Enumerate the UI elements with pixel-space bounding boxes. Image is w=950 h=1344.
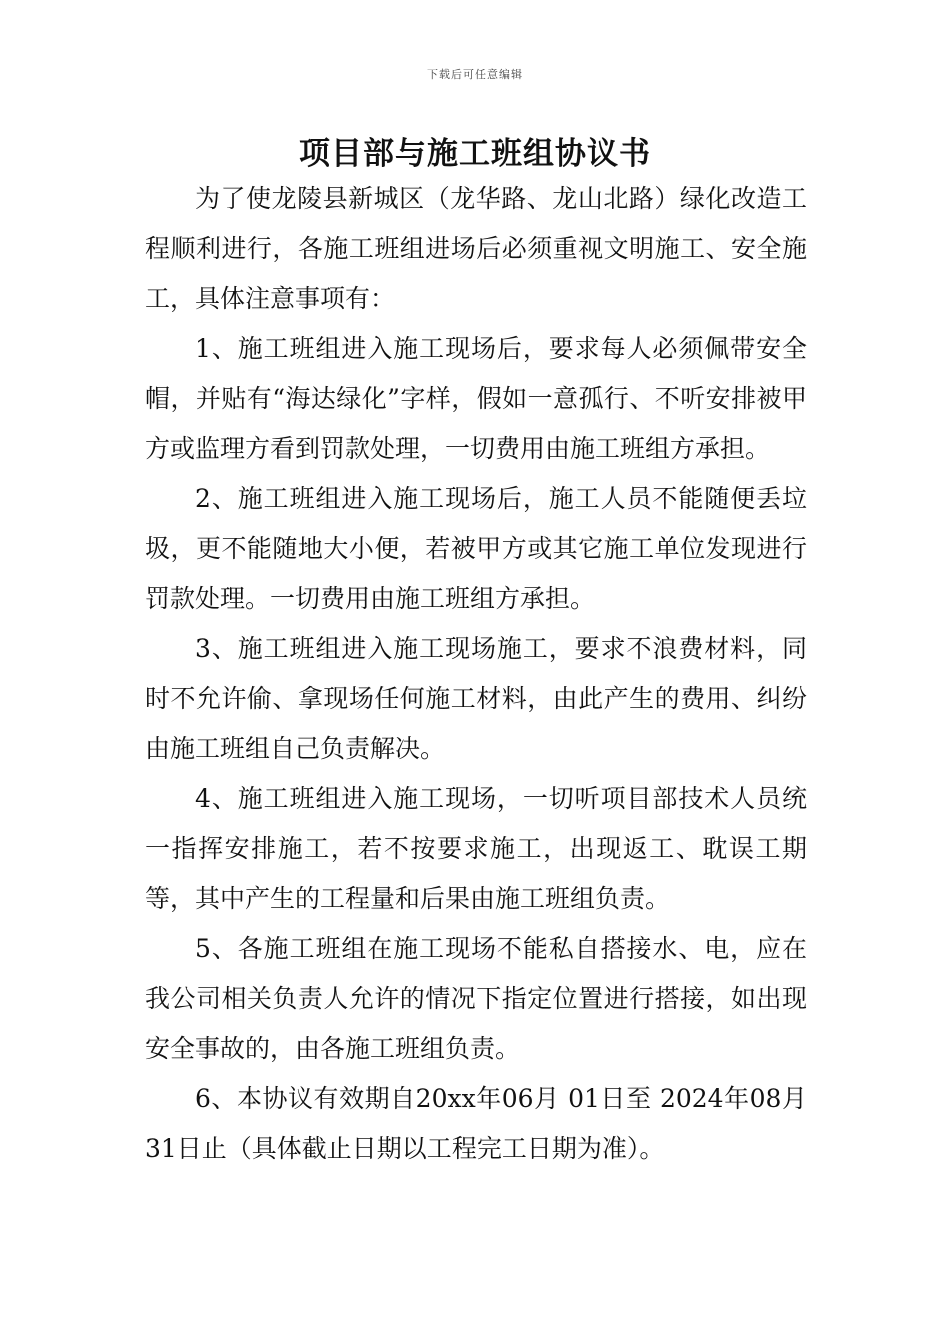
clause-1-paragraph: 1、施工班组进入施工现场后，要求每人必须佩带安全帽，并贴有“海达绿化”字样，假如一意孤行、不听安排被甲方或监理方看到罚款处理，一切费用由施工班组方承担。 <box>145 334 807 463</box>
document-title: 项目部与施工班组协议书 <box>299 136 651 172</box>
clause-4-paragraph: 4、施工班组进入施工现场，一切听项目部技术人员统一指挥安排施工，若不按要求施工，出现返工、耽误工期等，其中产生的工程量和后果由施工班组负责。 <box>145 784 807 913</box>
clause-6-paragraph: 6、本协议有效期自20xx年06月 01日至 2024年08月 31日止（具体截止日期以工程完工日期为准）。 <box>145 1084 807 1163</box>
clause-2-paragraph: 2、施工班组进入施工现场后，施工人员不能随便丢垃圾，更不能随地大小便，若被甲方或其它施工单位发现进行罚款处理。一切费用由施工班组方承担。 <box>145 484 807 613</box>
document-body <box>145 174 807 1174</box>
intro-paragraph: 为了使龙陵县新城区（龙华路、龙山北路）绿化改造工程顺利进行，各施工班组进场后必须重视文明施工、安全施工，具体注意事项有： <box>145 184 807 313</box>
clause-5-paragraph: 5、各施工班组在施工现场不能私自搭接水、电，应在我公司相关负责人允许的情况下指定位置进行搭接，如出现安全事故的，由各施工班组负责。 <box>145 934 807 1063</box>
header-note: 下载后可任意编辑 <box>427 68 523 81</box>
clause-3-paragraph: 3、施工班组进入施工现场施工，要求不浪费材料，同时不允许偷、拿现场任何施工材料，由此产生的费用、纠纷由施工班组自己负责解决。 <box>145 634 807 763</box>
